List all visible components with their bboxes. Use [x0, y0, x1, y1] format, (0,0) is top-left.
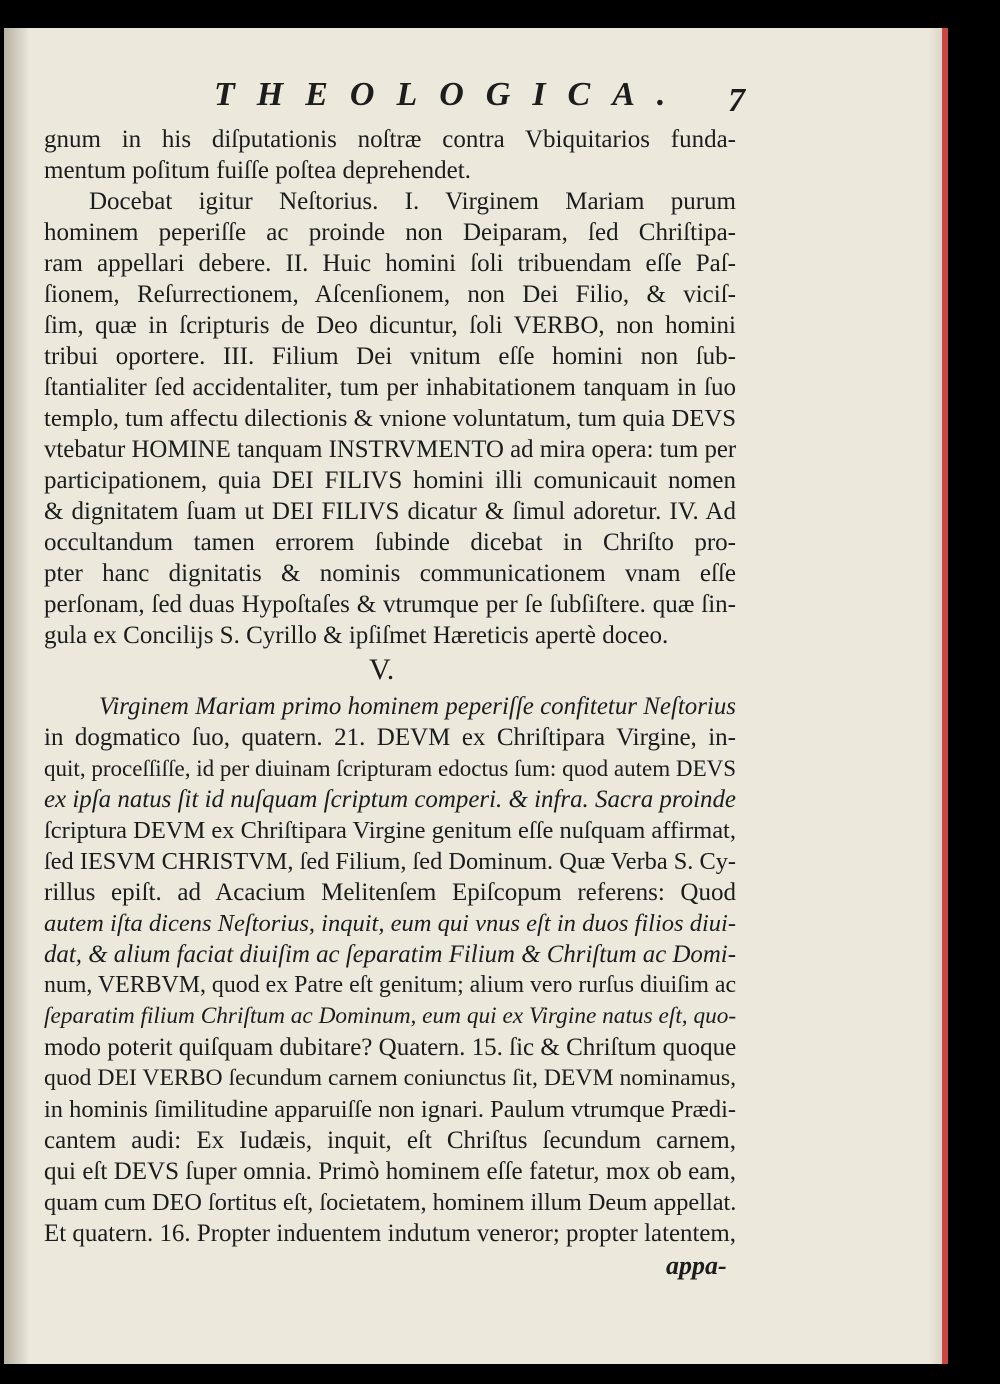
text-line: ſionem, Reſurrectionem, Aſcenſionem, non Dei Filio, & viciſ-: [44, 281, 736, 308]
text-line: participationem, quia DEI FILIVS homini illi comunicauit nomen: [44, 467, 736, 494]
text-line: modo poterit quiſquam dubitare? Quatern. 15. ſic & Chriſtum quoque: [44, 1034, 737, 1061]
text-line: hominem peperiſſe ac proinde non Deiparam, ſed Chriſtipa-: [44, 219, 736, 246]
page-gutter-shadow: [4, 28, 30, 1364]
text-line: in dogmatico ſuo, quatern. 21. DEVM ex Chriſtipara Virgine, in-: [44, 724, 736, 751]
text-line: dat, & alium faciat diuiſim ac ſeparatim Filium & Chriſtum ac Domi-: [44, 941, 736, 968]
text-line: quod DEI VERBO ſecundum carnem coniunctus ſit, DEVM nominamus,: [44, 1065, 736, 1091]
text-line: qui eſt DEVS ſuper omnia. Primò hominem eſſe fatetur, mox ob eam,: [44, 1158, 736, 1185]
text-line: pter hanc dignitatis & nominis communicationem vnam eſſe: [44, 560, 736, 587]
text-line: Virginem Mariam primo hominem peperiſſe confitetur Neſtorius: [99, 693, 736, 720]
book-page: [4, 28, 948, 1364]
page-edge: [928, 28, 942, 1364]
section-number: V.: [369, 653, 395, 686]
running-title: THEOLOGICA.: [214, 76, 688, 113]
text-line: gula ex Concilijs S. Cyrillo & ipſiſmet Hæreticis apertè doceo.: [44, 622, 669, 649]
text-line: tribui oportere. III. Filium Dei vnitum eſſe homini non ſub-: [44, 343, 736, 370]
text-line: cantem audi: Ex Iudæis, inquit, eſt Chriſtus ſecundum carnem,: [44, 1127, 736, 1154]
text-line: ſim, quæ in ſcripturis de Deo dicuntur, ſoli VERBO, non homini: [44, 312, 736, 339]
text-line: ſcriptura DEVM ex Chriſtipara Virgine genitum eſſe nuſquam affirmat,: [44, 817, 736, 844]
text-line: quam cum DEO ſortitus eſt, ſocietatem, hominem illum Deum appellat.: [44, 1189, 737, 1216]
text-line: mentum poſitum fuiſſe poſtea deprehendet.: [44, 157, 471, 184]
text-line: Docebat igitur Neſtorius. I. Virginem Mariam purum: [89, 188, 736, 215]
text-line: & dignitatem ſuam ut DEI FILIVS dicatur & ſimul adoretur. IV. Ad: [44, 498, 736, 525]
catchword: appa-: [666, 1251, 727, 1280]
text-line: perſonam, ſed duas Hypoſtaſes & vtrumque per ſe ſubſiſtere. quæ ſin-: [44, 591, 736, 618]
page-number: 7: [728, 82, 745, 119]
text-line: Et quatern. 16. Propter induentem indutum veneror; propter latentem,: [44, 1220, 736, 1247]
text-line: occultandum tamen errorem ſubinde dicebat in Chriſto pro-: [44, 529, 736, 556]
text-line: ex ipſa natus ſit id nuſquam ſcriptum comperi. & infra. Sacra proinde: [44, 786, 736, 813]
text-line: in hominis ſimilitudine apparuiſſe non ignari. Paulum vtrumque Prædi-: [44, 1096, 736, 1123]
text-line: num, VERBVM, quod ex Patre eſt genitum; alium vero rurſus diuiſim ac: [44, 972, 737, 998]
text-line: ſed IESVM CHRISTVM, ſed Filium, ſed Dominum. Quæ Verba S. Cy-: [44, 848, 736, 875]
text-line: quit, proceſſiſſe, id per diuinam ſcripturam edoctus ſum: quod autem DEVS: [44, 755, 737, 781]
text-line: autem iſta dicens Neſtorius, inquit, eum qui vnus eſt in duos filios diui-: [44, 910, 736, 937]
text-line: ram appellari debere. II. Huic homini ſoli tribuendam eſſe Paſ-: [44, 250, 736, 277]
text-line: vtebatur HOMINE tanquam INSTRVMENTO ad mira opera: tum per: [44, 436, 737, 463]
text-line: gnum in his diſputationis noſtræ contra Vbiquitarios funda-: [44, 126, 736, 153]
text-line: ſtantialiter ſed accidentaliter, tum per inhabitationem tanquam in ſuo: [44, 374, 736, 401]
text-line: templo, tum affectu dilectionis & vnione voluntatum, tum quia DEVS: [44, 405, 736, 432]
text-line: ſeparatim filium Chriſtum ac Dominum, eum qui ex Virgine natus eſt, quo-: [44, 1003, 737, 1029]
text-line: rillus epiſt. ad Acacium Melitenſem Epiſcopum referens: Quod: [44, 879, 736, 906]
